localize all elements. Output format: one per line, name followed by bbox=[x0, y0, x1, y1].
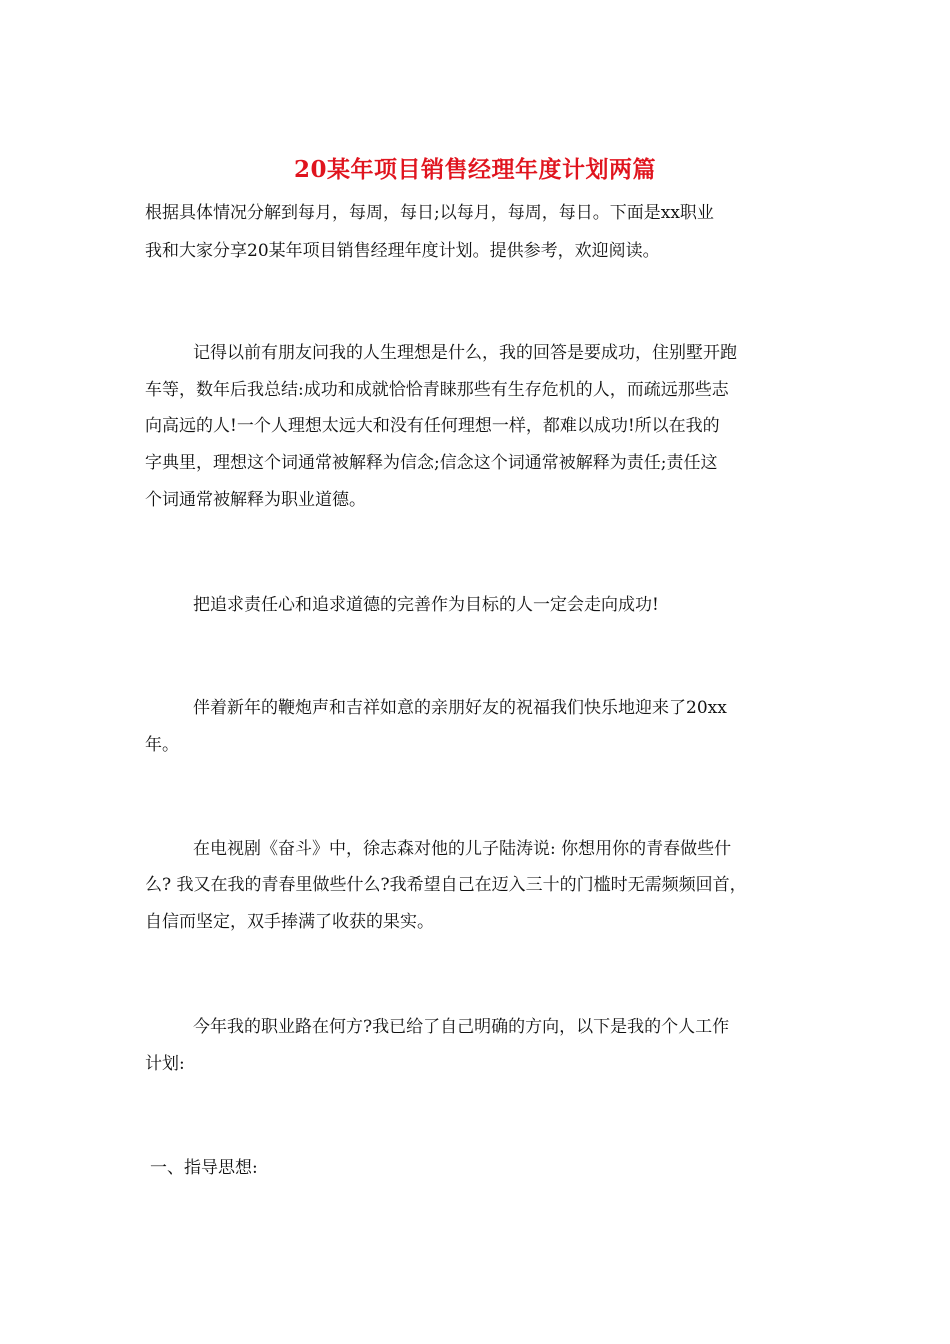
paragraph-1-line-5: 个词通常被解释为职业道德。 bbox=[145, 490, 366, 510]
document-title: 20某年项目销售经理年度计划两篇 bbox=[293, 156, 656, 183]
paragraph-4-line-3: 自信而坚定，双手捧满了收获的果实。 bbox=[145, 912, 434, 932]
paragraph-4-line-2: 么? 我又在我的青春里做些什么?我希望自己在迈入三十的门槛时无需频频回首， bbox=[145, 875, 747, 895]
intro-line-2: 我和大家分享20某年项目销售经理年度计划。提供参考，欢迎阅读。 bbox=[145, 241, 660, 261]
paragraph-1-line-1: 记得以前有朋友问我的人生理想是什么，我的回答是要成功，住别墅开跑 bbox=[193, 343, 737, 363]
paragraph-1-line-4: 字典里，理想这个词通常被解释为信念;信念这个词通常被解释为责任;责任这 bbox=[145, 453, 718, 473]
paragraph-5-line-1: 今年我的职业路在何方?我已给了自己明确的方向，以下是我的个人工作 bbox=[193, 1017, 730, 1037]
intro-line-1: 根据具体情况分解到每月，每周，每日;以每月，每周，每日。下面是xx职业 bbox=[145, 203, 714, 223]
paragraph-1-line-2: 车等，数年后我总结:成功和成就恰恰青睐那些有生存危机的人，而疏远那些志 bbox=[145, 380, 729, 400]
paragraph-3-line-1: 伴着新年的鞭炮声和吉祥如意的亲朋好友的祝福我们快乐地迎来了20xx bbox=[193, 698, 727, 718]
paragraph-3-line-2: 年。 bbox=[145, 735, 179, 755]
paragraph-1-line-3: 向高远的人!一个人理想太远大和没有任何理想一样，都难以成功!所以在我的 bbox=[145, 416, 720, 436]
paragraph-2-line-1: 把追求责任心和追求道德的完善作为目标的人一定会走向成功! bbox=[193, 595, 659, 615]
paragraph-4-line-1: 在电视剧《奋斗》中，徐志森对他的儿子陆涛说: 你想用你的青春做些什 bbox=[193, 839, 732, 859]
section-heading: 一、指导思想: bbox=[150, 1158, 258, 1178]
paragraph-5-line-2: 计划: bbox=[145, 1054, 185, 1074]
